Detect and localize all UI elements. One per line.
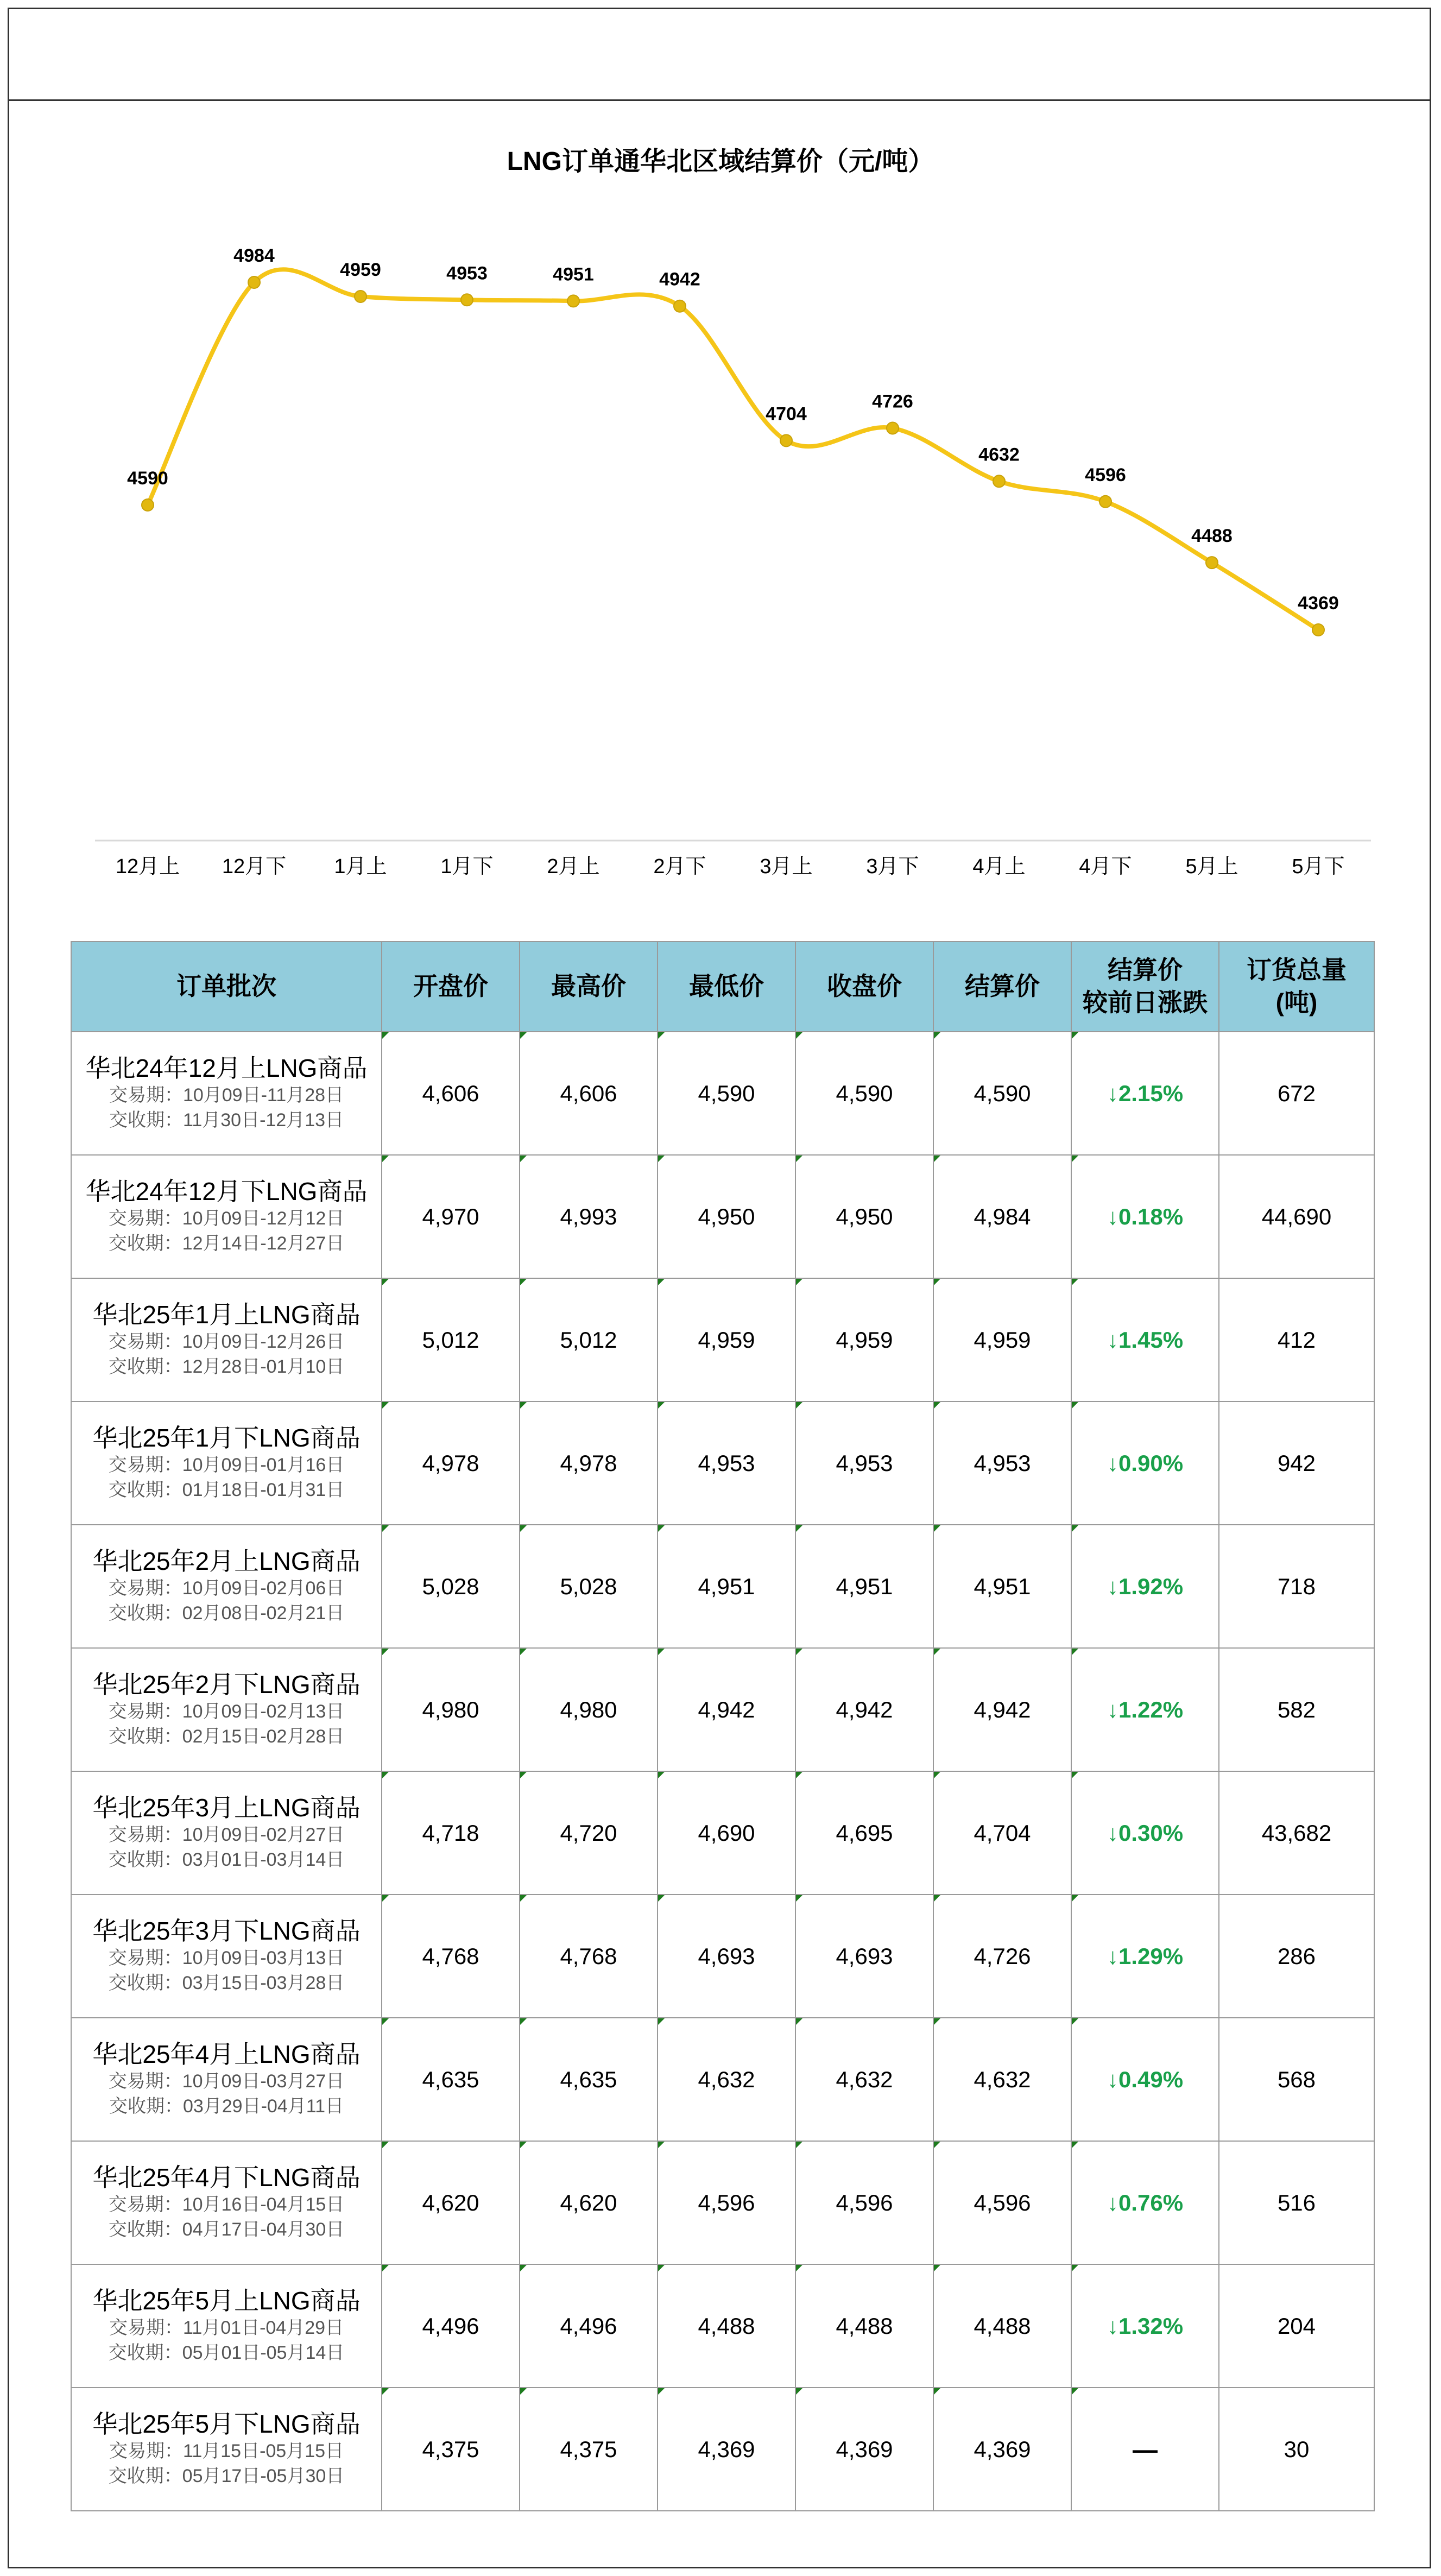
table-row (71, 1895, 1374, 2018)
close-price: 4,488 (795, 2264, 933, 2388)
table-row (71, 2018, 1374, 2141)
change-cell (1071, 1648, 1219, 1771)
order-volume: 942 (1219, 1401, 1374, 1525)
trade-period: 交易期：10月09日-02月13日 (108, 1701, 345, 1722)
table-row (71, 1155, 1374, 1278)
batch-name: 华北25年2月下LNG商品 (92, 1670, 361, 1699)
price-change: ↓1.29% (1107, 1943, 1184, 1969)
high-price: 4,606 (520, 1032, 658, 1155)
x-tick-label: 5月下 (1292, 855, 1345, 878)
batch-cell (71, 1155, 382, 1278)
low-price: 4,953 (658, 1401, 795, 1525)
delivery-period: 交收期：03月15日-03月28日 (108, 1973, 345, 1994)
data-point (674, 300, 686, 312)
data-point (887, 422, 899, 434)
delivery-period: 交收期：01月18日-01月31日 (108, 1480, 345, 1501)
x-tick-label: 3月下 (866, 855, 919, 878)
delivery-period: 交收期：05月17日-05月30日 (108, 2466, 345, 2487)
settle-price: 4,726 (933, 1895, 1071, 2018)
batch-cell (71, 1648, 382, 1771)
trade-period: 交易期：11月15日-05月15日 (109, 2441, 344, 2462)
low-price: 4,690 (658, 1771, 795, 1895)
data-label: 4488 (1191, 526, 1233, 547)
close-price: 4,369 (795, 2388, 933, 2511)
data-label: 4596 (1085, 464, 1126, 485)
low-price: 4,959 (658, 1278, 795, 1401)
settle-price: 4,590 (933, 1032, 1071, 1155)
high-price: 4,993 (520, 1155, 658, 1278)
batch-name: 华北25年3月上LNG商品 (92, 1794, 361, 1822)
trade-period: 交易期：10月09日-02月06日 (108, 1578, 345, 1599)
order-volume: 44,690 (1219, 1155, 1374, 1278)
close-price: 4,693 (795, 1895, 933, 2018)
price-change: ↓0.90% (1107, 1450, 1184, 1476)
data-point (1206, 557, 1218, 569)
trade-period: 交易期：10月16日-04月15日 (108, 2194, 345, 2215)
header-open: 开盘价 (382, 942, 520, 1032)
batch-name: 华北24年12月上LNG商品 (85, 1054, 368, 1083)
change-cell (1071, 1401, 1219, 1525)
batch-name: 华北25年5月上LNG商品 (92, 2287, 361, 2315)
settle-price: 4,632 (933, 2018, 1071, 2141)
high-price: 4,620 (520, 2141, 658, 2264)
order-volume: 30 (1219, 2388, 1374, 2511)
delivery-period: 交收期：05月01日-05月14日 (108, 2343, 345, 2364)
x-tick-label: 4月上 (972, 855, 1026, 878)
trade-period: 交易期：10月09日-01月16日 (108, 1455, 345, 1476)
price-change: ↓1.22% (1107, 1696, 1184, 1722)
data-label: 4726 (872, 391, 913, 412)
settle-price: 4,942 (933, 1648, 1071, 1771)
data-point (142, 499, 154, 511)
batch-name: 华北25年1月上LNG商品 (92, 1300, 361, 1329)
change-cell (1071, 2018, 1219, 2141)
change-cell (1071, 1155, 1219, 1278)
price-change: ↓1.45% (1107, 1327, 1184, 1353)
order-volume: 286 (1219, 1895, 1374, 2018)
data-label: 4942 (659, 269, 700, 290)
header-batch: 订单批次 (71, 942, 382, 1032)
data-point (993, 475, 1005, 487)
x-tick-label: 3月上 (760, 855, 813, 878)
settle-price: 4,959 (933, 1278, 1071, 1401)
high-price: 4,496 (520, 2264, 658, 2388)
x-tick-label: 5月上 (1185, 855, 1238, 878)
price-change: — (1133, 2435, 1158, 2464)
open-price: 4,978 (382, 1401, 520, 1525)
data-label: 4632 (978, 444, 1020, 465)
price-change: ↓0.49% (1107, 2066, 1184, 2092)
delivery-period: 交收期：11月30日-12月13日 (109, 1110, 344, 1131)
table-row (71, 1278, 1374, 1401)
close-price: 4,950 (795, 1155, 933, 1278)
open-price: 5,012 (382, 1278, 520, 1401)
data-point (567, 295, 579, 307)
low-price: 4,632 (658, 2018, 795, 2141)
batch-name: 华北24年12月下LNG商品 (85, 1177, 368, 1206)
close-price: 4,959 (795, 1278, 933, 1401)
table-row (71, 1032, 1374, 1155)
x-tick-label: 12月下 (222, 855, 287, 878)
data-point (780, 434, 792, 446)
batch-cell (71, 2388, 382, 2511)
header-low: 最低价 (658, 942, 795, 1032)
header-volume: 订货总量 (吨) (1219, 942, 1374, 1032)
data-label: 4953 (446, 263, 488, 284)
trade-period: 交易期：10月09日-12月26日 (108, 1331, 345, 1353)
price-change: ↓0.30% (1107, 1820, 1184, 1846)
table-row (71, 2264, 1374, 2388)
high-price: 4,635 (520, 2018, 658, 2141)
open-price: 4,606 (382, 1032, 520, 1155)
table-row (71, 1648, 1374, 1771)
open-price: 5,028 (382, 1525, 520, 1648)
chart-title: LNG订单通华北区域结算价（元/吨） (507, 147, 934, 176)
header-high: 最高价 (520, 942, 658, 1032)
batch-cell (71, 1525, 382, 1648)
low-price: 4,942 (658, 1648, 795, 1771)
change-cell (1071, 1771, 1219, 1895)
trade-period: 交易期：10月09日-03月13日 (108, 1948, 345, 1969)
price-change: ↓1.32% (1107, 2313, 1184, 2339)
header-change: 结算价 较前日涨跌 (1071, 942, 1219, 1032)
close-price: 4,590 (795, 1032, 933, 1155)
price-table (71, 941, 1375, 2511)
order-volume: 718 (1219, 1525, 1374, 1648)
order-volume: 204 (1219, 2264, 1374, 2388)
batch-cell (71, 2018, 382, 2141)
delivery-period: 交收期：04月17日-04月30日 (108, 2219, 345, 2240)
delivery-period: 交收期：12月28日-01月10日 (108, 1356, 345, 1378)
data-point (461, 294, 473, 306)
low-price: 4,590 (658, 1032, 795, 1155)
table-row (71, 1401, 1374, 1525)
x-tick-label: 4月下 (1079, 855, 1132, 878)
data-point (355, 291, 366, 302)
open-price: 4,768 (382, 1895, 520, 2018)
close-price: 4,951 (795, 1525, 933, 1648)
trade-period: 交易期：10月09日-12月12日 (108, 1208, 345, 1229)
open-price: 4,970 (382, 1155, 520, 1278)
change-cell (1071, 1525, 1219, 1648)
data-point (1099, 496, 1111, 508)
delivery-period: 交收期：03月29日-04月11日 (109, 2096, 344, 2117)
data-point (1312, 624, 1324, 636)
header-settle: 结算价 (933, 942, 1071, 1032)
table-row (71, 2388, 1374, 2511)
close-price: 4,632 (795, 2018, 933, 2141)
data-label: 4959 (340, 260, 381, 281)
x-tick-label: 2月下 (653, 855, 706, 878)
x-tick-label: 2月上 (547, 855, 600, 878)
batch-cell (71, 2264, 382, 2388)
order-volume: 582 (1219, 1648, 1374, 1771)
open-price: 4,980 (382, 1648, 520, 1771)
order-volume: 672 (1219, 1032, 1374, 1155)
open-price: 4,375 (382, 2388, 520, 2511)
close-price: 4,942 (795, 1648, 933, 1771)
table-row (71, 1525, 1374, 1648)
data-label: 4369 (1298, 593, 1339, 614)
batch-name: 华北25年2月上LNG商品 (92, 1547, 361, 1576)
batch-name: 华北25年4月上LNG商品 (92, 2040, 361, 2069)
delivery-period: 交收期：12月14日-12月27日 (108, 1233, 345, 1254)
low-price: 4,950 (658, 1155, 795, 1278)
open-price: 4,496 (382, 2264, 520, 2388)
change-cell (1071, 2264, 1219, 2388)
data-label: 4951 (553, 264, 594, 285)
batch-cell (71, 1278, 382, 1401)
price-change: ↓0.76% (1107, 2189, 1184, 2215)
close-price: 4,695 (795, 1771, 933, 1895)
series-line-settlement-price (148, 269, 1318, 630)
order-volume: 412 (1219, 1278, 1374, 1401)
batch-cell (71, 1771, 382, 1895)
settle-price: 4,953 (933, 1401, 1071, 1525)
high-price: 4,980 (520, 1648, 658, 1771)
batch-cell (71, 1032, 382, 1155)
settle-price: 4,984 (933, 1155, 1071, 1278)
order-volume: 516 (1219, 2141, 1374, 2264)
low-price: 4,369 (658, 2388, 795, 2511)
price-table-wrapper (71, 941, 1374, 2511)
change-cell (1071, 1278, 1219, 1401)
batch-name: 华北25年3月下LNG商品 (92, 1917, 361, 1946)
low-price: 4,693 (658, 1895, 795, 2018)
high-price: 4,720 (520, 1771, 658, 1895)
data-label: 4590 (127, 468, 168, 489)
trade-period: 交易期：11月01日-04月29日 (109, 2318, 344, 2339)
batch-cell (71, 2141, 382, 2264)
batch-cell (71, 1895, 382, 2018)
change-cell (1071, 1032, 1219, 1155)
settle-price: 4,488 (933, 2264, 1071, 2388)
open-price: 4,718 (382, 1771, 520, 1895)
open-price: 4,635 (382, 2018, 520, 2141)
header-close: 收盘价 (795, 942, 933, 1032)
data-label: 4984 (233, 245, 275, 266)
trade-period: 交易期：10月09日-02月27日 (108, 1824, 345, 1846)
low-price: 4,951 (658, 1525, 795, 1648)
table-row (71, 1771, 1374, 1895)
trade-period: 交易期：10月09日-03月27日 (108, 2071, 345, 2092)
delivery-period: 交收期：02月15日-02月28日 (108, 1726, 345, 1747)
change-cell (1071, 2388, 1219, 2511)
delivery-period: 交收期：02月08日-02月21日 (108, 1603, 345, 1624)
low-price: 4,488 (658, 2264, 795, 2388)
high-price: 5,012 (520, 1278, 658, 1401)
x-tick-label: 12月上 (115, 855, 180, 878)
settle-price: 4,951 (933, 1525, 1071, 1648)
batch-name: 华北25年5月下LNG商品 (92, 2410, 361, 2439)
order-volume: 43,682 (1219, 1771, 1374, 1895)
data-label: 4704 (766, 403, 807, 425)
high-price: 4,375 (520, 2388, 658, 2511)
close-price: 4,596 (795, 2141, 933, 2264)
batch-cell (71, 1401, 382, 1525)
x-tick-label: 1月上 (334, 855, 387, 878)
data-point (248, 276, 260, 288)
delivery-period: 交收期：03月01日-03月14日 (108, 1849, 345, 1871)
price-change: ↓1.92% (1107, 1573, 1184, 1599)
high-price: 4,978 (520, 1401, 658, 1525)
settle-price: 4,369 (933, 2388, 1071, 2511)
trade-period: 交易期：10月09日-11月28日 (109, 1085, 344, 1106)
batch-name: 华北25年4月下LNG商品 (92, 2163, 361, 2192)
batch-name: 华北25年1月下LNG商品 (92, 1424, 361, 1453)
order-volume: 568 (1219, 2018, 1374, 2141)
change-cell (1071, 1895, 1219, 2018)
close-price: 4,953 (795, 1401, 933, 1525)
settle-price: 4,596 (933, 2141, 1071, 2264)
line-chart (0, 0, 1441, 901)
settle-price: 4,704 (933, 1771, 1071, 1895)
price-change: ↓0.18% (1107, 1203, 1184, 1229)
low-price: 4,596 (658, 2141, 795, 2264)
high-price: 4,768 (520, 1895, 658, 2018)
table-row (71, 2141, 1374, 2264)
change-cell (1071, 2141, 1219, 2264)
price-change: ↓2.15% (1107, 1080, 1184, 1106)
table-header-row (71, 942, 1374, 1032)
high-price: 5,028 (520, 1525, 658, 1648)
x-tick-label: 1月下 (440, 855, 494, 878)
open-price: 4,620 (382, 2141, 520, 2264)
